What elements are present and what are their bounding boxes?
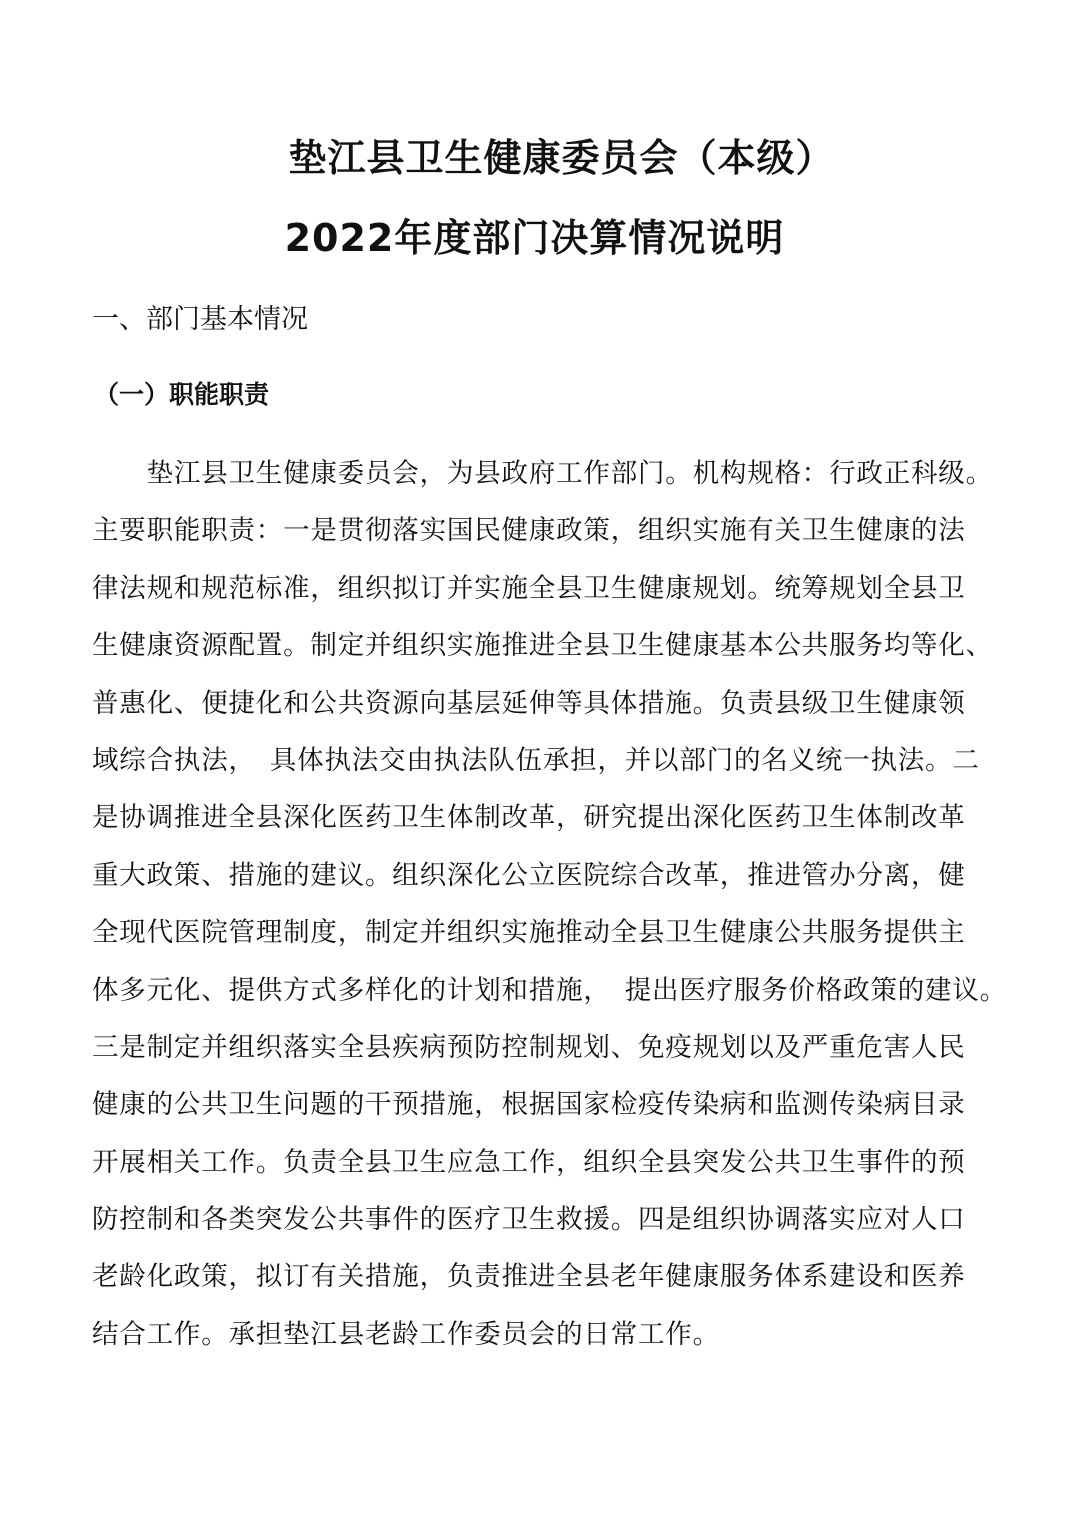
- body-line: 生健康资源配置。制定并组织实施推进全县卫生健康基本公共服务均等化、: [92, 630, 993, 662]
- section-heading: 一、部门基本情况: [92, 304, 308, 335]
- body-line: 普惠化、便捷化和公共资源向基层延伸等具体措施。负责县级卫生健康领: [92, 687, 966, 719]
- body-line: 重大政策、措施的建议。组织深化公立医院综合改革，推进管办分离，健: [92, 859, 966, 891]
- body-paragraph: [92, 445, 1072, 1363]
- body-line: 老龄化政策，拟订有关措施，负责推进全县老年健康服务体系建设和医养: [92, 1261, 966, 1293]
- body-line: 域综合执法， 具体执法交由执法队伍承担，并以部门的名义统一执法。二: [92, 744, 980, 776]
- body-line: 主要职能职责：一是贯彻落实国民健康政策，组织实施有关卫生健康的法: [92, 515, 966, 547]
- body-line: 体多元化、提供方式多样化的计划和措施， 提出医疗服务价格政策的建议。: [92, 974, 1007, 1006]
- body-line: 开展相关工作。负责全县卫生应急工作，组织全县突发公共卫生事件的预: [92, 1146, 966, 1178]
- subsection-heading: （一）职能职责: [94, 380, 270, 409]
- body-line: 垫江县卫生健康委员会，为县政府工作部门。机构规格：行政正科级。: [92, 458, 993, 489]
- body-line: 结合工作。承担垫江县老龄工作委员会的日常工作。: [92, 1318, 720, 1350]
- body-line: 律法规和规范标准，组织拟订并实施全县卫生健康规划。统筹规划全县卫: [92, 572, 966, 604]
- body-line: 是协调推进全县深化医药卫生体制改革，研究提出深化医药卫生体制改革: [92, 802, 966, 834]
- document-title-line-2: 2022年度部门决算情况说明: [284, 216, 785, 260]
- body-line: 全现代医院管理制度，制定并组织实施推动全县卫生健康公共服务提供主: [92, 917, 966, 949]
- document-title-line-1: 垫江县卫生健康委员会（本级）: [288, 136, 835, 180]
- body-line: 三是制定并组织落实全县疾病预防控制规划、免疫规划以及严重危害人民: [92, 1031, 966, 1063]
- body-line: 防控制和各类突发公共事件的医疗卫生救援。四是组织协调落实应对人口: [92, 1204, 966, 1236]
- body-line: 健康的公共卫生问题的干预措施，根据国家检疫传染病和监测传染病目录: [92, 1089, 966, 1121]
